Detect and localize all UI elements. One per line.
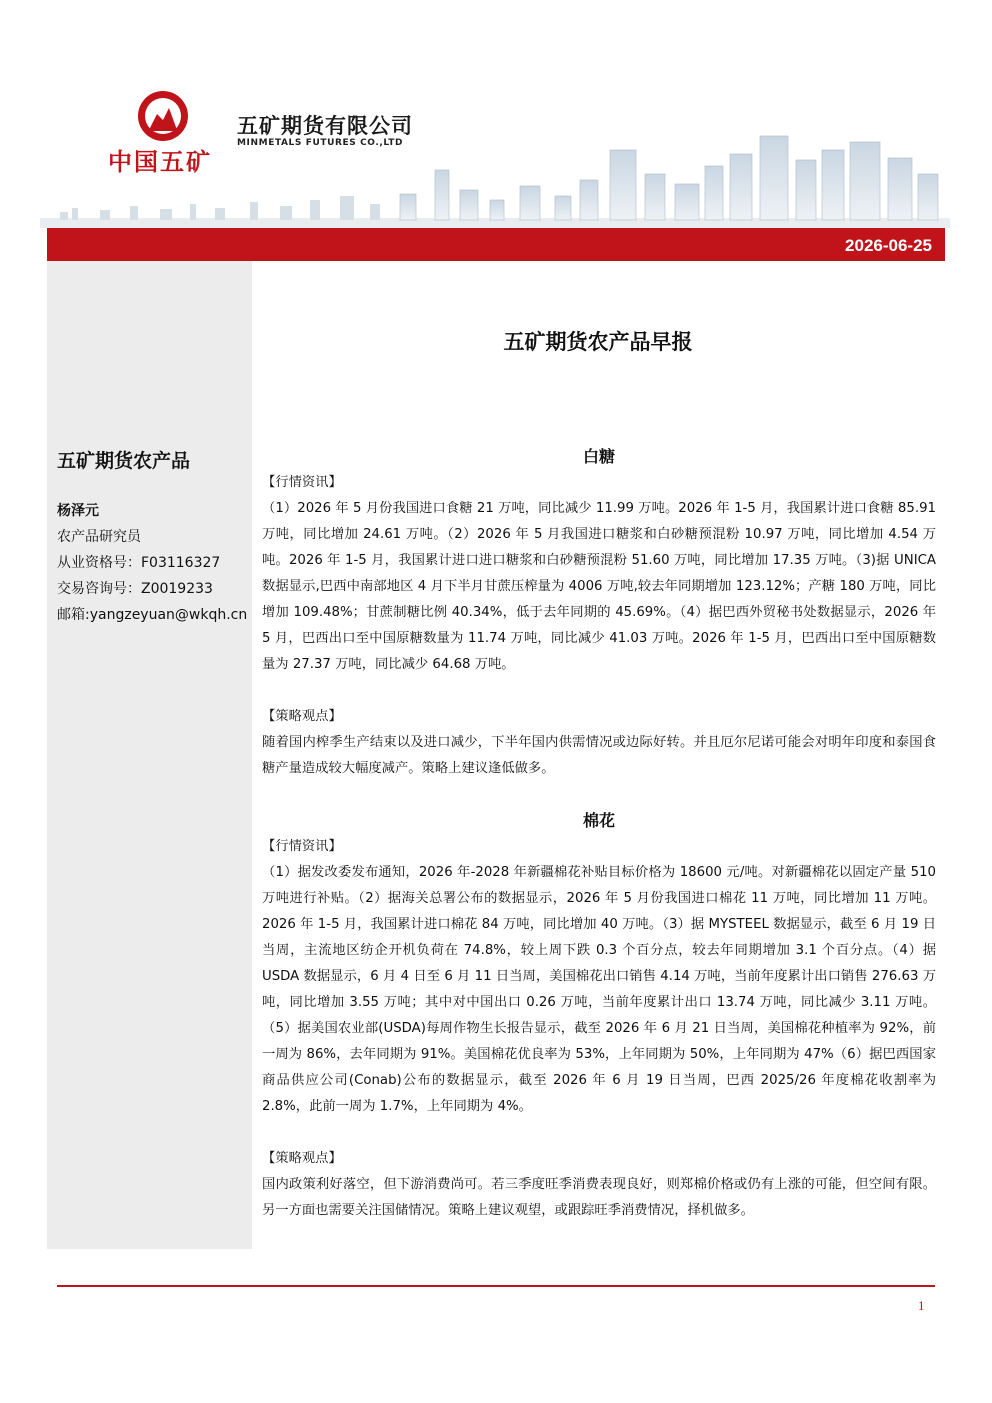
sidebar-title: 五矿期货农产品 <box>57 450 191 472</box>
author-sidebar <box>47 261 252 1249</box>
company-name-en: MINMETALS FUTURES CO.,LTD <box>237 138 404 148</box>
view-paragraph: 随着国内榨季生产结束以及进口减少，下半年国内供需情况或边际好转。并且厄尔尼诺可能会对明年印度和泰国食糖产量造成较大幅度减产。策略上建议逢低做多。 <box>262 735 936 776</box>
author-qualification: 从业资格号：F03116327 <box>57 555 221 571</box>
page-header <box>0 0 992 228</box>
footer-divider <box>57 1285 935 1287</box>
page-number: 1 <box>918 1298 925 1313</box>
view-paragraph: 国内政策利好落空，但下游消费尚可。若三季度旺季消费表现良好，则郑棉价格或仍有上涨的可能，但空间有限。另一方面也需要关注国储情况。策略上建议观望，或跟踪旺季消费情况，择机做多。 <box>262 1177 936 1218</box>
author-email[interactable]: 邮箱:yangzeyuan@wkqh.cn <box>57 607 248 623</box>
company-name-cn: 五矿期货有限公司 <box>237 114 413 138</box>
author-role: 农产品研究员 <box>57 529 141 545</box>
view-tag: 【策略观点】 <box>262 1151 342 1166</box>
section-sugar-view <box>262 704 936 782</box>
section-cotton <box>262 808 936 1120</box>
news-tag: 【行情资讯】 <box>262 839 342 854</box>
section-cotton-view <box>262 1146 936 1224</box>
section-sugar <box>262 444 936 678</box>
page-title: 五矿期货农产品早报 <box>503 330 693 354</box>
news-paragraph: （1）2026 年 5 月份我国进口食糖 21 万吨，同比减少 11.99 万吨。2026 年 1-5 月，我国累计进口食糖 85.91 万吨，同比增加 24.61 万吨。（2）2026 年 5 月我国进口糖浆和白砂糖预混粉 10.97 万吨，同比增加 4.54 万吨。2026 年 1-5 月，我国累计进口进口糖浆和白砂糖预混粉 51.60 万吨，同比增加 17.35 万吨。（3)据 UNICA 数据显示,巴西中南部地区 4 月下半月甘蔗压榨量为 4006 万吨,较去年同期增加 123.12%；产糖 180 万吨，同比增加 109.48%；甘蔗制糖比例 40.34%，低于去年同期的 45.69%。（4）据巴西外贸秘书处数据显示，2026 年 5 月，巴西出口至中国原糖数量为 11.74 万吨，同比减少 41.03 万吨。2026 年 1-5 月，巴西出口至中国原糖数量为 27.37 万吨，同比减少 64.68 万吨。 <box>262 501 936 672</box>
view-tag: 【策略观点】 <box>262 709 342 724</box>
news-tag: 【行情资讯】 <box>262 475 342 490</box>
author-name: 杨泽元 <box>57 503 99 519</box>
brand-logo-text: 中国五矿 <box>108 148 212 176</box>
news-paragraph: （1）据发改委发布通知，2026 年-2028 年新疆棉花补贴目标价格为 18600 元/吨。对新疆棉花以固定产量 510 万吨进行补贴。（2）据海关总署公布的数据显示，2026 年 5 月份我国进口棉花 11 万吨，同比增加 11 万吨。2026 年 1-5 月，我国累计进口棉花 84 万吨，同比增加 40 万吨。（3）据 MYSTEEL 数据显示，截至 6 月 19 日当周，主流地区纺企开机负荷在 74.8%，较上周下跌 0.3 个百分点，较去年同期增加 3.1 个百分点。（4）据 USDA 数据显示，6 月 4 日至 6 月 11 日当周，美国棉花出口销售 4.14 万吨，当前年度累计出口销售 276.63 万吨，同比增加 3.55 万吨；其中对中国出口 0.26 万吨，当前年度累计出口 13.74 万吨，同比减少 3.11 万吨。（5）据美国农业部(USDA)每周作物生长报告显示，截至 2026 年 6 月 21 日当周，美国棉花种植率为 92%，前一周为 86%，去年同期为 91%。美国棉花优良率为 53%，上年同期为 50%，上年同期为 47%（6）据巴西国家商品供应公司(Conab)公布的数据显示，截至 2026 年 6 月 19 日当周，巴西 2025/26 年度棉花收割率为 2.8%，此前一周为 1.7%，上年同期为 4%。 <box>262 865 936 1114</box>
section-title: 白糖 <box>582 447 615 466</box>
author-consult-number: 交易咨询号：Z0019233 <box>57 581 213 597</box>
header-red-bar <box>47 228 945 261</box>
section-title: 棉花 <box>582 811 615 830</box>
city-skyline-image <box>40 130 950 228</box>
report-date: 2026-06-25 <box>845 236 932 255</box>
